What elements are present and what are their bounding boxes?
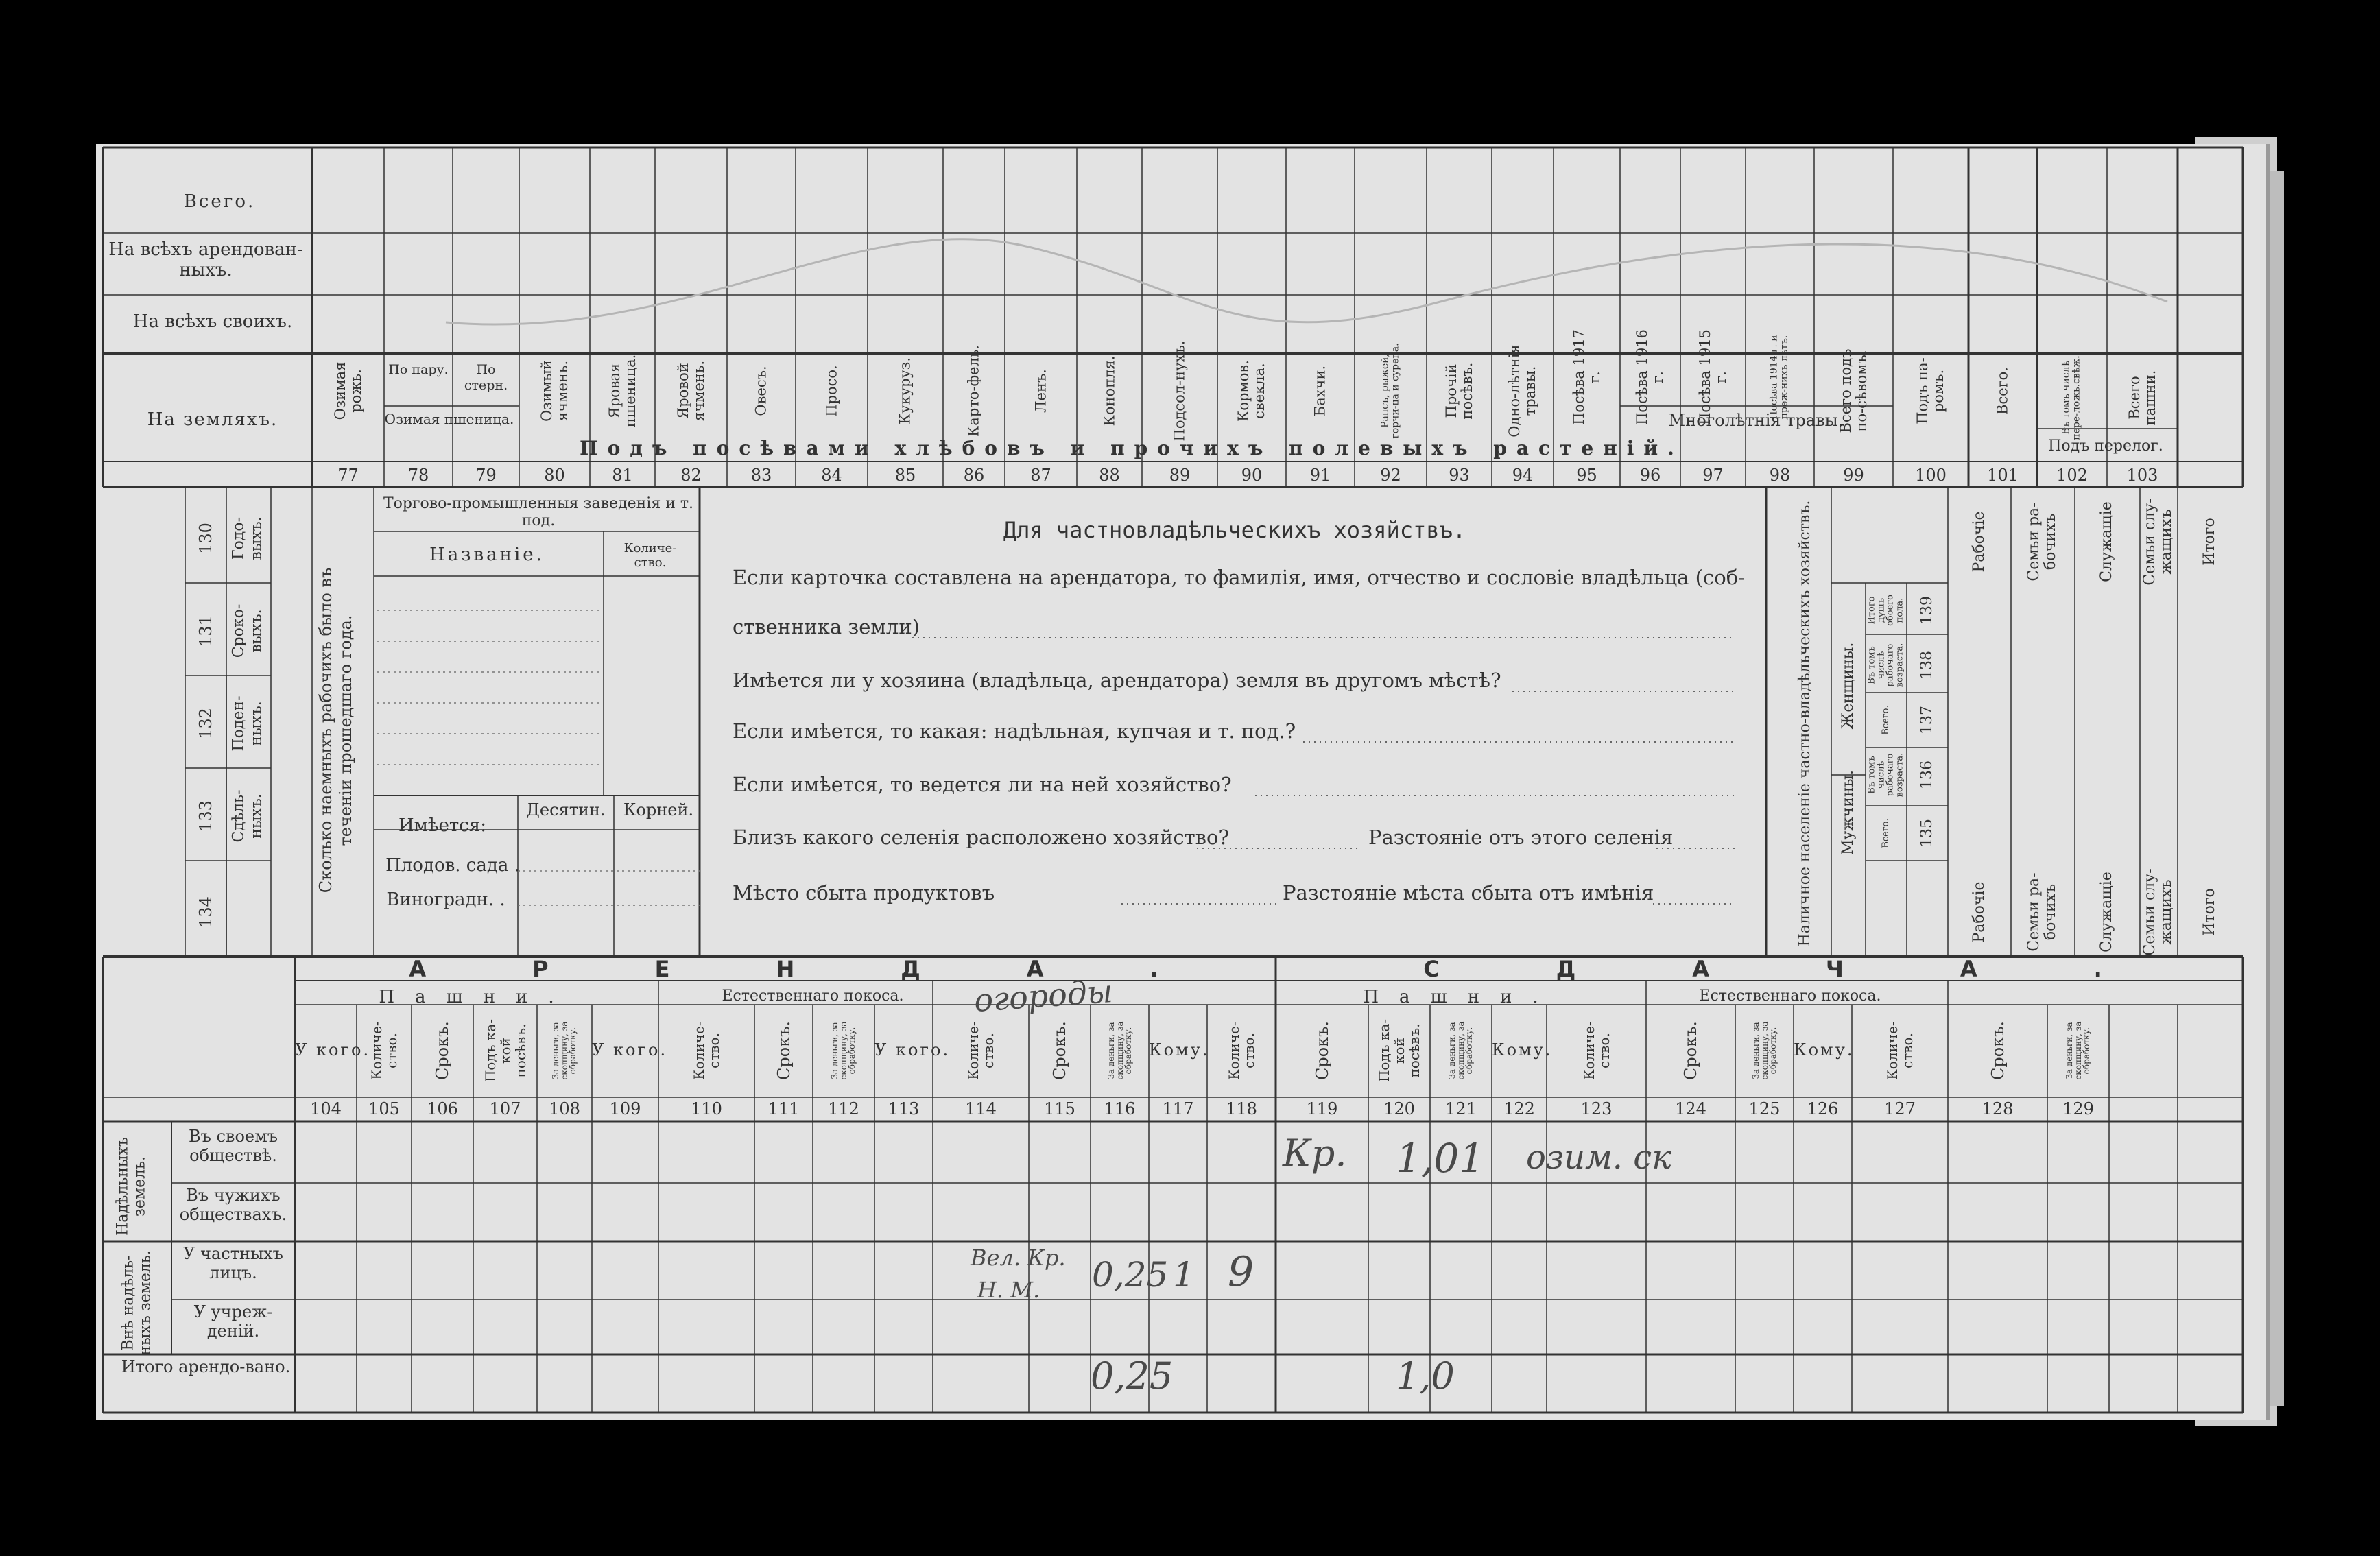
- crop-header: Ленъ.: [1032, 369, 1049, 413]
- crop-column-number: 87: [1030, 466, 1051, 485]
- population-col-number: 139: [1918, 596, 1936, 625]
- crop-header: Кукуруз.: [896, 357, 914, 425]
- sowing-band-title: Подъ посѣвами хлѣбовъ и прочихъ полевыхъ растеній.: [580, 437, 1684, 459]
- crop-header: Рапсъ, рыжей, горчи-ца и сурепа.: [1379, 343, 1401, 439]
- row-total-rented: Итого арендо-вано.: [121, 1357, 291, 1376]
- sub-perennial-grass: Многолѣтнія травы.: [1668, 411, 1844, 430]
- lease-column-number: 118: [1226, 1099, 1257, 1118]
- hired-col-number: 134: [196, 896, 215, 928]
- lease-column-number: 108: [549, 1099, 580, 1118]
- crop-column-number: 88: [1099, 466, 1120, 485]
- q-land-type: Если имѣется, то какая: надѣльная, купчая и т. под.?: [733, 719, 1296, 743]
- population-col-number: 136: [1918, 761, 1936, 789]
- population-col-number: 137: [1918, 706, 1936, 734]
- sub-fallow: Подъ перелог.: [2048, 438, 2163, 455]
- employee-col-label-bottom: Итого: [2200, 888, 2218, 936]
- hw-crop: озим. ск: [1526, 1138, 1671, 1177]
- q-owner-line1: Если карточка составлена на арендатора, то фамилія, имя, отчество и сословіе владѣльца (соб-: [733, 566, 1745, 589]
- employee-col-label-top: Рабочіе: [1970, 511, 1988, 573]
- row-label-on-lands: На земляхъ.: [147, 409, 278, 430]
- q-near-village: Близъ какого селенія расположено хозяйство?: [733, 826, 1230, 849]
- q-other-land: Имѣется ли у хозяина (владѣльца, арендатора) земля въ другомъ мѣстѣ?: [733, 669, 1501, 692]
- employee-col-label-bottom: Рабочіе: [1970, 881, 1988, 943]
- crop-column-number: 101: [1987, 466, 2019, 485]
- non-allotment-lands-label: Внѣ надѣль-ныхъ земель.: [119, 1250, 154, 1356]
- lease-column-number: 128: [1982, 1099, 2014, 1118]
- sdacha-plowland: Пашни.: [1363, 987, 1559, 1007]
- lease-column-number: 121: [1445, 1099, 1477, 1118]
- population-col-label: Итого душъ обоего пола.: [1866, 595, 1905, 626]
- crop-column-number: 82: [680, 466, 702, 485]
- hired-col-number: 130: [196, 523, 215, 554]
- lease-column-number: 117: [1162, 1099, 1194, 1118]
- sdacha-hayfield: Естественнаго покоса.: [1699, 988, 1881, 1005]
- lease-column-number: 120: [1383, 1099, 1415, 1118]
- crop-column-number: 92: [1380, 466, 1401, 485]
- korney-header: Корней.: [623, 800, 694, 819]
- lease-col-header: За деньги, за скопщину, за обработку.: [830, 1021, 857, 1080]
- crop-column-number: 78: [407, 466, 429, 485]
- lease-col-header: За деньги, за скопщину, за обработку.: [1447, 1021, 1475, 1080]
- sdacha-title: СДАЧА.: [1423, 956, 2219, 982]
- population-col-number: 135: [1918, 819, 1936, 848]
- row-institutions: У учреж-деній.: [193, 1302, 273, 1341]
- crop-header: Озимый ячмень.: [538, 360, 571, 422]
- lease-col-header: Срокъ.: [1681, 1020, 1700, 1081]
- q-village-distance: Разстояніе отъ этого селенія: [1368, 826, 1674, 849]
- crop-header: Яровая пшеница.: [606, 354, 639, 428]
- employee-col-label-top: Семьи ра-бочихъ: [2025, 502, 2059, 582]
- crop-column-number: 102: [2056, 466, 2088, 485]
- lease-column-number: 125: [1748, 1099, 1781, 1118]
- trade-name-header: Названіе.: [429, 544, 545, 565]
- hw-total-rented: 0,25: [1091, 1354, 1174, 1398]
- population-col-label: Всего.: [1881, 705, 1892, 735]
- population-col-label: Въ томъ числѣ рабочаго возраста.: [1866, 643, 1905, 688]
- arenda-plowland: Пашни.: [379, 987, 575, 1007]
- desyatin-header: Десятин.: [526, 800, 606, 819]
- lease-col-header: Количе-ство.: [691, 1021, 722, 1080]
- lease-col-header: Срокъ.: [1988, 1020, 2008, 1081]
- crop-header: Прочій посѣвъ.: [1442, 362, 1475, 420]
- crop-column-number: 96: [1639, 466, 1661, 485]
- q-farmed: Если имѣется, то ведется ли на ней хозяйство?: [733, 773, 1232, 796]
- hw-rented-term: 1: [1173, 1255, 1195, 1295]
- hw-rented-qty: 0,25: [1092, 1255, 1169, 1295]
- lease-column-number: 109: [609, 1099, 641, 1118]
- employee-col-label-bottom: Семьи ра-бочихъ: [2025, 872, 2059, 952]
- has-label: Имѣется:: [398, 815, 487, 836]
- lease-column-number: 107: [489, 1099, 521, 1118]
- lease-column-number: 122: [1503, 1099, 1535, 1118]
- crop-column-number: 81: [612, 466, 633, 485]
- lease-col-header: Кому.: [1794, 1040, 1855, 1060]
- crop-column-number: 91: [1309, 466, 1331, 485]
- hw-gardens: огороды: [973, 972, 1115, 1019]
- lease-col-header: Срокъ.: [774, 1020, 794, 1081]
- crop-column-number: 89: [1169, 466, 1191, 485]
- crop-header: Кормов. свекла.: [1235, 360, 1268, 422]
- orchards-label: Плодов. сада .: [385, 855, 520, 876]
- hired-col-number: 133: [196, 800, 215, 832]
- crop-header: Яровой ячмень.: [674, 361, 707, 421]
- crop-column-number: 83: [750, 466, 772, 485]
- lease-col-header: Срокъ.: [433, 1020, 452, 1081]
- lease-column-number: 129: [2062, 1099, 2094, 1118]
- crop-header: По пару.: [388, 362, 449, 377]
- population-col-number: 138: [1918, 651, 1936, 680]
- crop-column-number: 77: [337, 466, 359, 485]
- arenda-title: АРЕНДА.: [409, 956, 1265, 982]
- employee-col-label-top: Служащіе: [2097, 501, 2115, 582]
- hired-col-label: Сдѣль-ныхъ.: [230, 789, 265, 843]
- lease-col-header: Кому.: [1492, 1040, 1553, 1060]
- row-label-rented: На всѣхъ арендован-ныхъ.: [108, 239, 303, 280]
- hw-lessor-2: Н. М.: [977, 1277, 1040, 1303]
- hired-col-label: Сроко-выхъ.: [230, 603, 265, 658]
- lease-col-header: Количе-ство.: [1884, 1021, 1916, 1080]
- crop-column-number: 103: [2126, 466, 2158, 485]
- lease-col-header: У кого.: [295, 1040, 371, 1060]
- crop-column-number: 93: [1449, 466, 1470, 485]
- hw-rented-payment: 9: [1228, 1248, 1254, 1296]
- employee-col-label-top: Итого: [2200, 518, 2218, 566]
- lease-column-number: 115: [1044, 1099, 1075, 1118]
- arenda-hayfield: Естественнаго покоса.: [722, 988, 904, 1005]
- crop-header: Карто-фель.: [965, 345, 982, 437]
- lease-col-header: Подъ ка-кой посѣвъ.: [1376, 1018, 1423, 1083]
- crop-header: Одно-лѣтнія травы.: [1506, 344, 1538, 438]
- lease-column-number: 123: [1580, 1099, 1613, 1118]
- employee-col-label-top: Семьи слу-жащихъ: [2141, 498, 2175, 586]
- hw-to-whom: Кр.: [1283, 1132, 1347, 1175]
- vineyards-label: Виноградн. .: [386, 889, 505, 910]
- crop-header: Подсол-нухъ.: [1171, 340, 1188, 442]
- lease-column-number: 110: [691, 1099, 722, 1118]
- crop-header: Конопля.: [1100, 355, 1117, 427]
- hired-col-number: 132: [196, 708, 215, 739]
- lease-column-number: 113: [888, 1099, 920, 1118]
- trade-title: Торгово-промышленныя заведенія и т. под.: [383, 495, 694, 530]
- lease-col-header: У кого.: [592, 1040, 668, 1060]
- row-own-community: Въ своемъ обществѣ.: [188, 1127, 278, 1165]
- crop-header: Подъ па-ромъ.: [1914, 357, 1947, 424]
- crop-header: Бахчи.: [1311, 365, 1329, 417]
- lease-column-number: 104: [310, 1099, 342, 1118]
- lease-col-header: Срокъ.: [1050, 1020, 1069, 1081]
- hw-lessor-1: Вел. Кр.: [971, 1245, 1066, 1271]
- lease-column-number: 127: [1884, 1099, 1916, 1118]
- row-other-community: Въ чужихъ обществахъ.: [179, 1186, 287, 1224]
- lease-col-header: Срокъ.: [1312, 1020, 1332, 1081]
- crop-column-number: 90: [1241, 466, 1263, 485]
- hired-col-label: Поден-ныхъ.: [230, 695, 265, 752]
- employee-col-label-bottom: Семьи слу-жащихъ: [2141, 868, 2175, 956]
- crop-header: Озимая рожь.: [331, 361, 364, 420]
- lease-column-number: 114: [965, 1099, 997, 1118]
- lease-col-header: За деньги, за скопщину, за обработку.: [551, 1021, 578, 1080]
- crop-header: Посѣва 1915 г.: [1696, 329, 1729, 425]
- lease-column-number: 105: [368, 1099, 400, 1118]
- hired-col-label: Годо-выхъ.: [230, 516, 265, 560]
- lease-column-number: 124: [1675, 1099, 1706, 1118]
- lease-column-number: 119: [1306, 1099, 1338, 1118]
- crop-header: Въ томъ числѣ пере-ложь.свѣж.: [2060, 355, 2082, 440]
- crop-header: Всего подъ по-сѣвомъ.: [1837, 348, 1870, 433]
- lease-col-header: Количе-ство.: [965, 1021, 997, 1080]
- crop-column-number: 86: [963, 466, 985, 485]
- population-col-label: Всего.: [1881, 818, 1892, 848]
- population-label: Наличное населеніе частно-владѣльческихъ хозяйствъ.: [1796, 500, 1813, 947]
- lease-column-number: 112: [828, 1099, 859, 1118]
- crop-column-number: 94: [1512, 466, 1534, 485]
- row-label-own: На всѣхъ своихъ.: [132, 311, 293, 332]
- crop-header: Просо.: [822, 365, 840, 417]
- crop-column-number: 80: [544, 466, 565, 485]
- crop-column-number: 85: [894, 466, 916, 485]
- crop-header: Всего пашни.: [2126, 370, 2158, 426]
- lease-col-header: Количе-ство.: [1580, 1021, 1613, 1080]
- lease-col-header: Подъ ка-кой посѣвъ.: [481, 1018, 529, 1083]
- hired-workers-label: Сколько наемныхъ рабочихъ было въ теченіи прошедшаго года.: [316, 567, 355, 894]
- hw-quantity: 1,01: [1396, 1135, 1485, 1182]
- lease-col-header: Количе-ство.: [1226, 1021, 1257, 1080]
- men-label: Мужчины.: [1840, 769, 1857, 856]
- lease-col-header: За деньги, за скопщину, за обработку.: [1750, 1021, 1778, 1080]
- hw-total-leased: 1,0: [1396, 1354, 1455, 1398]
- employee-col-label-bottom: Служащіе: [2097, 872, 2115, 953]
- lease-col-header: Количе-ство.: [368, 1021, 400, 1080]
- population-col-label: Въ томъ числѣ рабочаго возраста.: [1866, 752, 1905, 798]
- crop-column-number: 95: [1576, 466, 1597, 485]
- crop-header: Посѣва 1917 г.: [1570, 329, 1603, 425]
- q-owner-line2: ственника земли): [733, 615, 920, 638]
- lease-column-number: 106: [427, 1099, 458, 1118]
- crop-header: Овесъ.: [752, 366, 770, 416]
- q-market-place: Мѣсто сбыта продуктовъ: [733, 881, 995, 905]
- crop-header: Посѣва 1916 г.: [1633, 329, 1666, 425]
- crop-column-number: 99: [1843, 466, 1864, 485]
- row-private-persons: У частныхъ лицъ.: [183, 1244, 283, 1282]
- crop-column-number: 79: [475, 466, 497, 485]
- crop-column-number: 100: [1915, 466, 1947, 485]
- hired-col-number: 131: [196, 615, 215, 647]
- lease-col-header: Кому.: [1149, 1040, 1210, 1060]
- allotment-lands-label: Надѣльныхъ земель.: [114, 1137, 149, 1236]
- lease-col-header: За деньги, за скопщину, за обработку.: [1106, 1021, 1133, 1080]
- crop-header: Всего.: [1994, 367, 2011, 415]
- trade-qty-header: Количе-ство.: [623, 541, 677, 570]
- lease-col-header: У кого.: [874, 1040, 951, 1060]
- row-label-total: Всего.: [183, 191, 256, 212]
- lease-column-number: 116: [1104, 1099, 1136, 1118]
- lease-column-number: 111: [767, 1099, 800, 1118]
- women-label: Женщины.: [1840, 642, 1857, 730]
- q-market-distance: Разстояніе мѣста сбыта отъ имѣнія: [1283, 881, 1654, 905]
- lease-col-header: За деньги, за скопщину, за обработку.: [2064, 1021, 2092, 1080]
- crop-header: Посѣва 1914 г. и преж-нихъ лѣтъ.: [1768, 335, 1790, 420]
- sub-winter-wheat: Озимая пшеница.: [384, 411, 514, 427]
- crop-column-number: 97: [1702, 466, 1724, 485]
- crop-header: По стерн.: [464, 362, 508, 393]
- crop-column-number: 98: [1769, 466, 1791, 485]
- private-farms-title: Для частновладѣльческихъ хозяйствъ.: [1003, 517, 1466, 543]
- crop-column-number: 84: [821, 466, 842, 485]
- lease-column-number: 126: [1807, 1099, 1839, 1118]
